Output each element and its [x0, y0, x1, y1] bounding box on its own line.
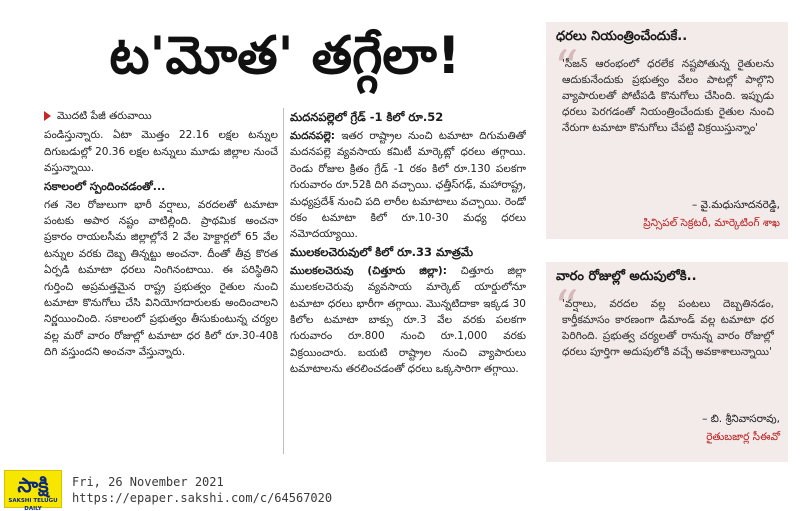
quote-text: 'సీజన్ ఆరంభంలో ధరలేక నష్టపోతున్న రైతులను ఆదుకునేందుకు ప్రభుత్వం వేలం పాటల్లో పాల్గొని వ్యాపారులతో పోటీపడి కొనుగోలు చేసింది. ఇప్పుడు ధరలు పెరగడంతో నియంత్రించేందుకు రైతుల నుంచి నేరుగా టమాటా కొనుగోలు చేపట్టి విక్రయిస్తున్నాం': [562, 58, 774, 134]
speaker-role: రైతుబజార్ల సీఈవో: [706, 431, 780, 443]
article-column-1: [44, 108, 278, 453]
continuation-marker: [44, 108, 278, 124]
speaker-name: – వై.మధుసూదనరెడ్డి,: [691, 199, 780, 211]
quote-box: [546, 22, 788, 239]
headline: ట'మోత' తగ్గేలా!: [109, 26, 461, 86]
continuation-label: మొదటి పేజీ తరువాయి: [57, 110, 152, 122]
paragraph: గత నెల రోజులుగా భారీ వర్షాలు, వరదలతో టమాటా పంటకు అపార నష్టం వాటిల్లింది. ప్రాథమిక అంచనా ప్రకారం రాయలసీమ జిల్లాల్లోనే 2 వేల హెక్టార్లలో 65 వేల టన్నుల వరకు దెబ్బ తిన్నట్టు అంచనా. దీంతో తీవ్ర కొరత ఏర్పడి టమాటా ధరలు నింగినంటాయి. ఈ పరిస్థితిని గుర్తించి అప్రమత్తమైన రాష్ట్ర ప్రభుత్వం రైతుల నుంచి టమాటా కొనుగోలు చేసి వినియోగదారులకు అందించాలని నిర్ణయించింది. సకాలంలో ప్రభుత్వం తీసుకుంటున్న చర్యల వల్ల మరో వారం రోజుల్లో టమాటా ధర కిలో రూ.30-40కి దిగి వస్తుందని అంచనా వేస్తున్నారు.: [44, 198, 278, 359]
footer: [0, 468, 800, 511]
epaper-url[interactable]: https://epaper.sakshi.com/c/64567020: [72, 491, 333, 505]
sidebar-quotes: [546, 22, 788, 462]
paragraph: [290, 263, 526, 378]
quote-box-title: ధరలు నియంత్రించేందుకే..: [556, 29, 688, 44]
subheading: సకాలంలో స్పందించడంతో...: [44, 179, 166, 193]
quote-attribution: [554, 196, 780, 232]
logo-text: సాక్షి: [17, 473, 49, 497]
publication-meta: [72, 474, 332, 506]
dateline: ములకలచెరువు (చిత్తూరు జిల్లా):: [290, 264, 447, 277]
speaker-name: – బి. శ్రీనివాసరావు,: [702, 413, 780, 425]
article-column-2: [290, 108, 526, 453]
logo-subtitle: SAKSHI TELUGU DAILY: [8, 498, 58, 511]
subheading: ములకలచెరువులో కిలో రూ.33 మాత్రమే: [290, 244, 473, 259]
quote-box-title: వారం రోజుల్లో అదుపులోకి..: [556, 269, 697, 284]
column-divider: [283, 108, 284, 454]
quote-mark-icon: “: [554, 280, 579, 336]
subheading: మదనపల్లెలో గ్రేడ్ -1 కిలో రూ.52: [290, 110, 444, 124]
paragraph: పండిస్తున్నారు. ఏటా మొత్తం 22.16 లక్షల టన్నుల దిగుబడుల్లో 20.36 లక్షల టన్నులు మూడు జిల్లాల నుంచే వస్తున్నాయి.: [44, 129, 278, 175]
quote-mark-icon: “: [554, 40, 579, 96]
paragraph-text: చిత్తూరు జిల్లా ములకలచెరువు వ్యవసాయ మార్కెట్ యార్డులోనూ టమాటా ధరలు భారీగా తగ్గాయి. మొన్నటిదాకా ఇక్కడ 30 కిలోల టమాటా బాక్సు రూ.3 వేల వరకు పలకగా గురువారం రూ.800 నుంచి రూ.1,000 వరకు విక్రయించారు. బయటి రాష్ట్రాల నుంచి వ్యాపారులు టమాటాలను తరలించడంతో ధరలు ఒక్కసారిగా తగ్గాయి.: [290, 264, 526, 376]
quote-attribution: [554, 410, 780, 446]
publication-date: Fri, 26 November 2021: [72, 475, 224, 489]
quote-text: 'వర్షాలు, వరదల వల్ల పంటలు దెబ్బతినడం, కార్తీకమాసం కారణంగా డిమాండ్ వల్ల టమాటా ధర పెరిగింది. ప్రభుత్వ చర్యలతో రానున్న వారం రోజుల్లో ధరలు పూర్తిగా అదుపులోకి వచ్చే అవకాశాలున్నాయి': [562, 298, 774, 358]
arrow-icon: [44, 111, 51, 121]
paragraph: [290, 128, 526, 243]
speaker-role: ప్రిన్సిపల్ సెక్రటరీ, మార్కెటింగ్ శాఖ: [643, 217, 780, 229]
dateline: మదనపల్లె:: [290, 130, 336, 142]
sakshi-logo[interactable]: [4, 470, 62, 511]
quote-box: [546, 262, 788, 462]
paragraph-text: ఇతర రాష్ట్రాల నుంచి టమాటా దిగుమతితో మదనపల్లె వ్యవసాయ కమిటీ మార్కెట్లో ధరలు తగ్గాయి. రెండు రోజుల క్రితం గ్రేడ్ -1 రకం కిలో రూ.130 పలకగా గురువారం రూ.52కి దిగి వచ్చాయి. ఛత్తీస్‌గఢ్, మహారాష్ట్ర, మధ్యప్రదేశ్ నుంచి పది లారీల టమాటాలు వచ్చాయి. రెండో రకం టమాటా కిలో రూ.10-30 మధ్య ధరలు నమోదయ్యాయి.: [290, 130, 526, 241]
